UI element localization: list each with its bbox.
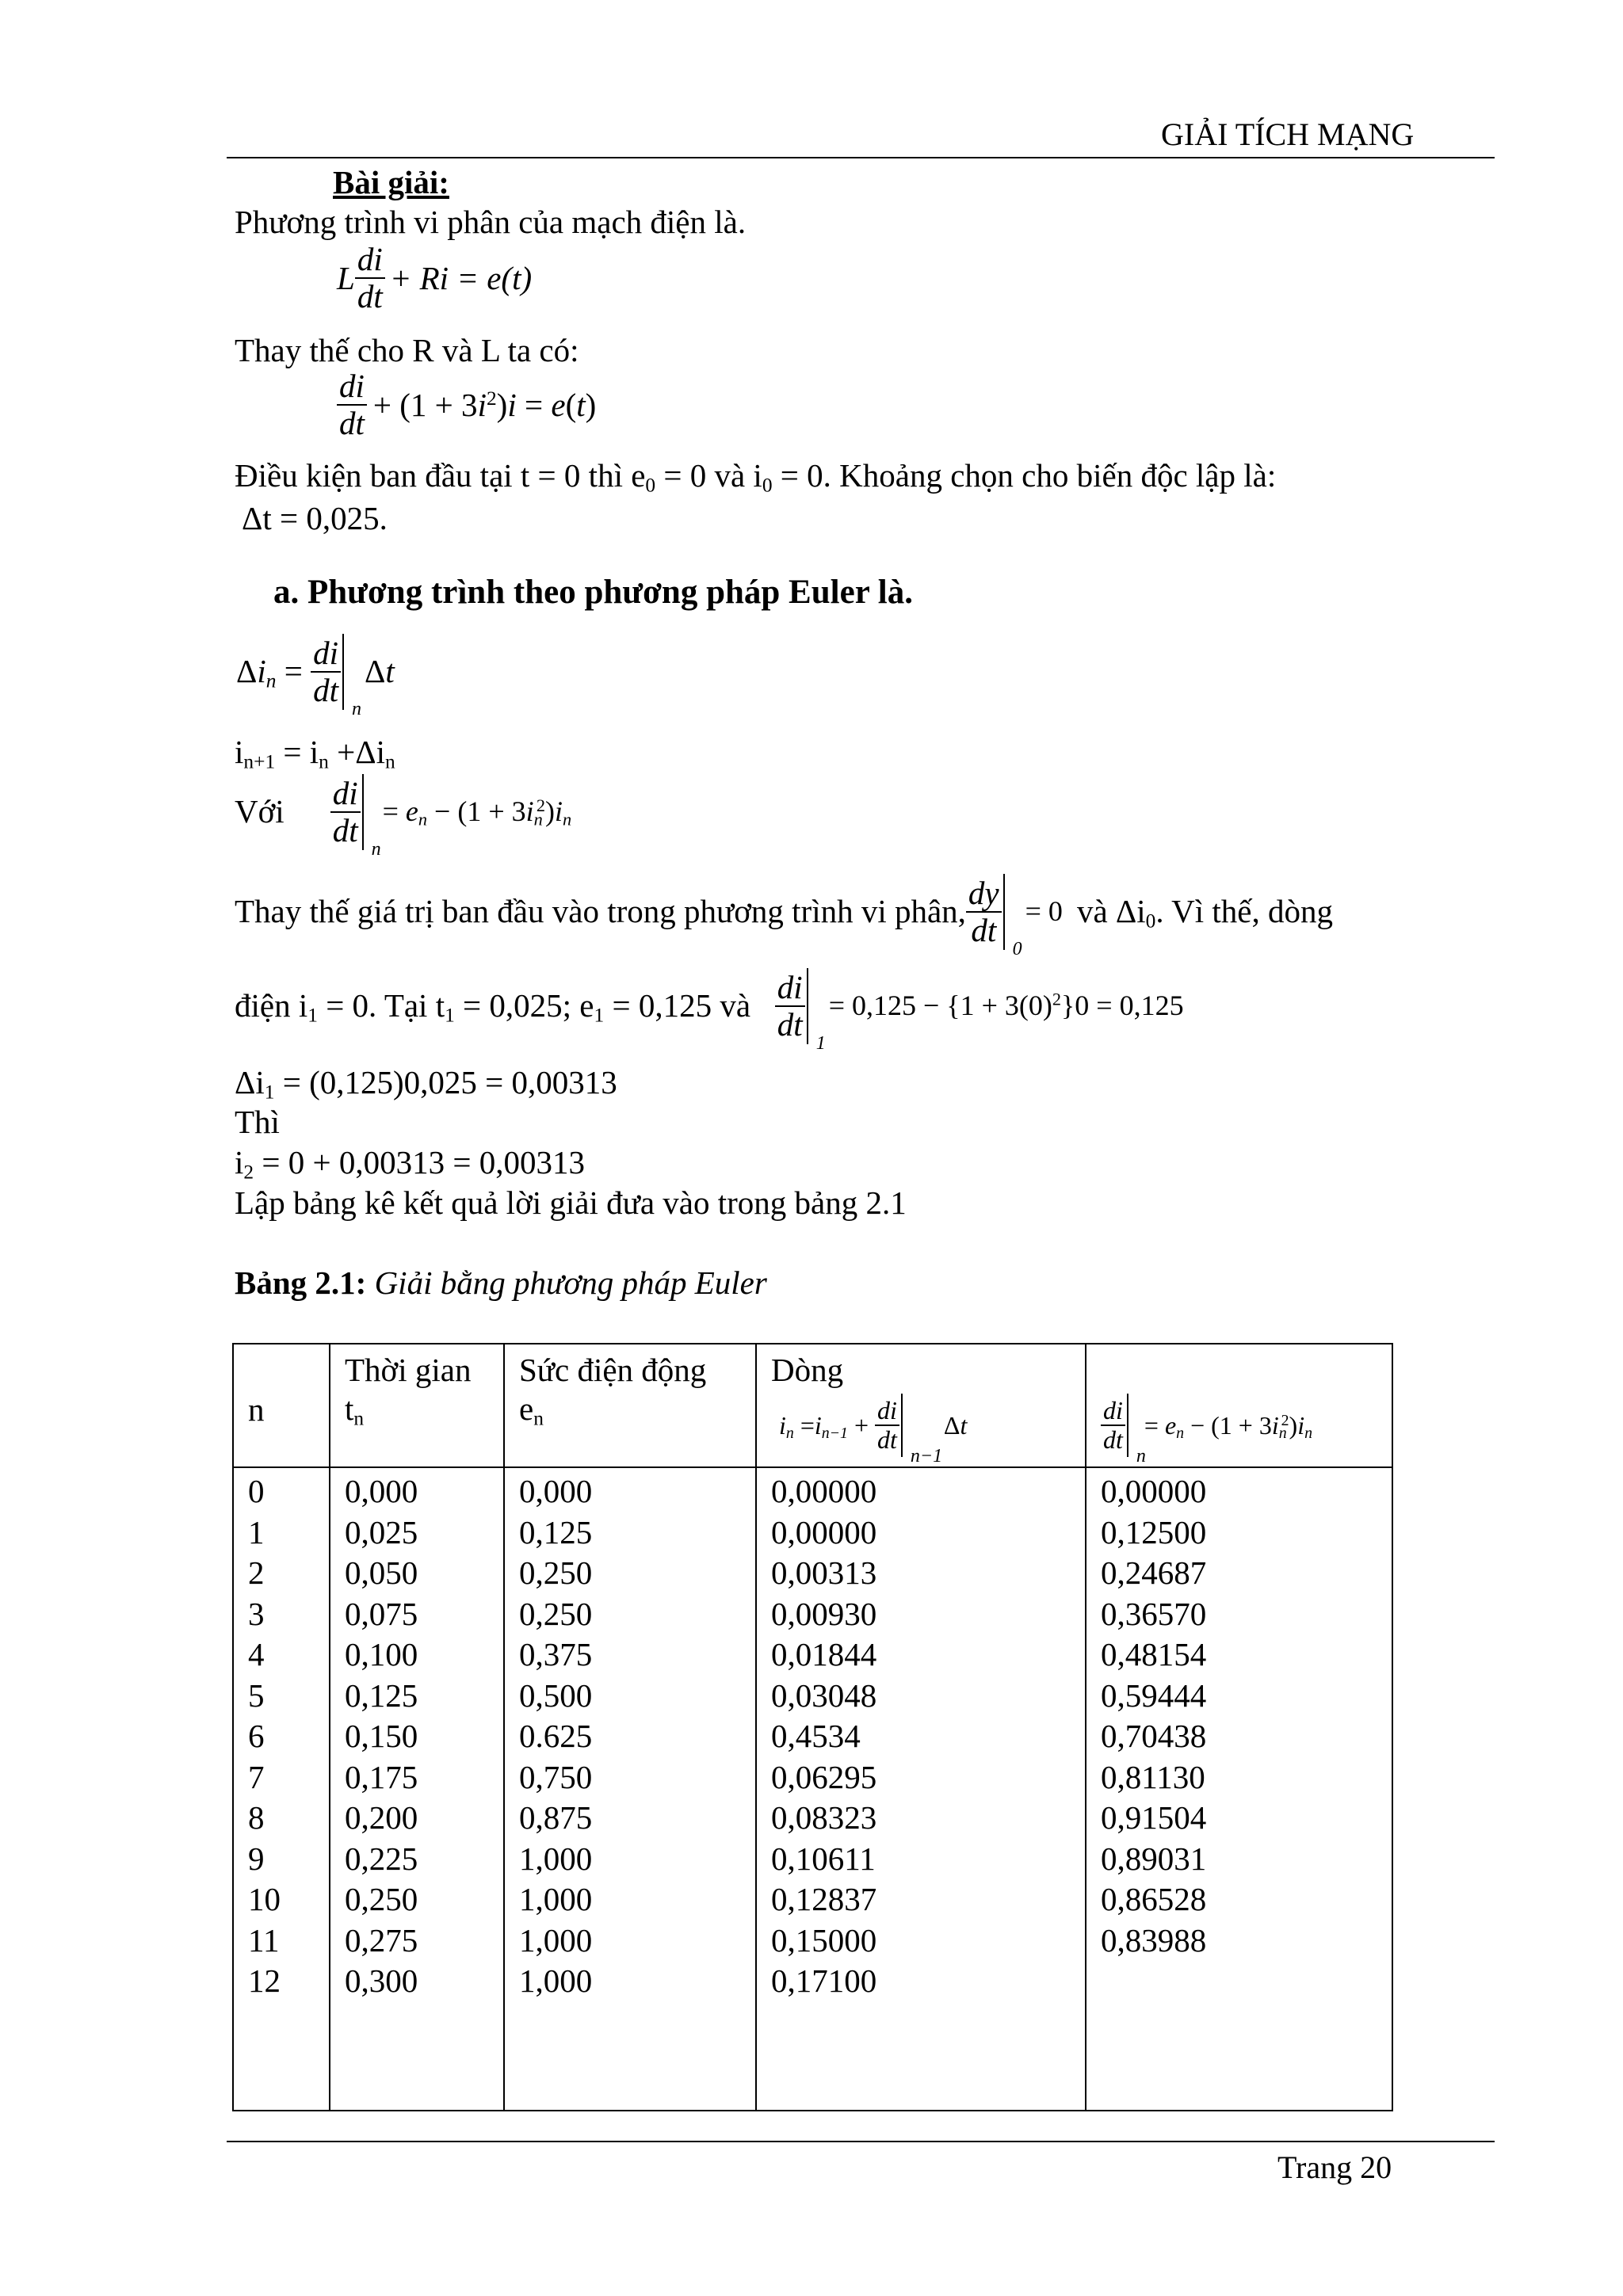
table-cell: 10 (248, 1881, 281, 1917)
table-cell: 0,025 (345, 1513, 418, 1550)
table-cell: 0,89031 (1101, 1840, 1207, 1877)
table-cell: 2 (248, 1554, 265, 1591)
table-cell: 0,86528 (1101, 1881, 1207, 1917)
header-n: n (248, 1391, 265, 1428)
paragraph-4: Thay thế giá trị ban đầu vào trong phương trình vi phân, $\frac{dy}{dt}$ 0 = 0 và $\Delta i_0$. Vì thế, dòng (235, 874, 1333, 960)
equation-i-next: $i_{n+1} = i_n +\Delta i_n$ (235, 734, 395, 773)
paragraph-3: Điều kiện ban đầu tại t = 0 thì $e_0 = 0$ và $i_0 = 0$. Khoảng chọn cho biến độc lập là: (235, 457, 1277, 497)
col-time (345, 1471, 418, 2002)
table-cell: 0,125 (519, 1513, 593, 1550)
table-cell: 6 (248, 1718, 265, 1754)
table-cell: 0,15000 (771, 1921, 877, 1958)
table-cell: 0,300 (345, 1962, 418, 1999)
col-didt (1101, 1471, 1206, 1961)
table-cell: 12 (248, 1962, 281, 1999)
paragraph-1: Phương trình vi phân của mạch điện là. (235, 204, 747, 240)
header-current-formula: $i_n$ = $i_{n-1}$ + $\frac{di}{dt}$ n−1 Δt (779, 1394, 967, 1457)
solution-heading: Bài giải: (333, 164, 449, 200)
table-cell: 0,00313 (771, 1554, 877, 1591)
equation-substituted: $\frac{di}{dt}$ + $(1 + 3i^2)i = e(t)$ (337, 368, 596, 441)
table-cell: 0,000 (519, 1473, 593, 1509)
paragraph-5: điện $i_1 = 0$. Tại $t_1 = 0,025$; $e_1 = 0,125$ và $\frac{di}{dt}$ 1 = $0,125 - \{1 + 3(0)^2\}0 = 0,125$ (235, 968, 1184, 1055)
table-cell: 0,150 (345, 1718, 418, 1754)
table-cell: 9 (248, 1840, 265, 1877)
table-cell: 1,000 (519, 1881, 593, 1917)
table-cell: 7 (248, 1758, 265, 1795)
table-cell: 0,875 (519, 1799, 593, 1836)
table-cell: 0,06295 (771, 1758, 877, 1795)
table-cell: 0,83988 (1101, 1921, 1207, 1958)
table-cell: 0,250 (345, 1881, 418, 1917)
table-cell: 0,175 (345, 1758, 418, 1795)
table-cell: 8 (248, 1799, 265, 1836)
section-a-title: a. Phương trình theo phương pháp Euler là. (273, 574, 913, 611)
table-cell: 0,81130 (1101, 1758, 1205, 1795)
table-cell: 3 (248, 1595, 265, 1632)
table-cell: 0,70438 (1101, 1718, 1207, 1754)
table-cell: 0,48154 (1101, 1636, 1207, 1672)
table-cell: 0,050 (345, 1554, 418, 1591)
table-cell: 0,250 (519, 1595, 593, 1632)
table-cell: 0,03048 (771, 1676, 877, 1714)
table-cell: 1 (248, 1513, 265, 1550)
table-cell: 0,275 (345, 1921, 418, 1958)
table-cell: 0 (248, 1473, 265, 1509)
table-cell: 0,91504 (1101, 1799, 1207, 1836)
table-cell: 0,24687 (1101, 1554, 1207, 1591)
header-rule (227, 157, 1495, 158)
table-cell: 1,000 (519, 1962, 593, 1999)
table-cell: 0,36570 (1101, 1595, 1207, 1632)
table-cell: 0,10611 (771, 1840, 876, 1877)
equation-delta-in: $\Delta i_n$ = $\frac{di}{dt}$ n Δt (236, 634, 395, 720)
table-cell: 0,225 (345, 1840, 418, 1877)
table-cell: 1,000 (519, 1921, 593, 1958)
header-title: GIẢI TÍCH MẠNG (1161, 116, 1415, 152)
table-cell: 0,125 (345, 1676, 418, 1714)
table-cell: 1,000 (519, 1840, 593, 1877)
table-cell: 0,000 (345, 1473, 418, 1509)
table-cell: 0,750 (519, 1758, 593, 1795)
table-cell: 0,375 (519, 1636, 593, 1672)
table-cell: 0,17100 (771, 1962, 877, 1999)
table-cell: 0,12500 (1101, 1513, 1207, 1550)
col-n (248, 1471, 281, 2002)
table-cell: 0,075 (345, 1595, 418, 1632)
table-cell: 0,4534 (771, 1718, 861, 1754)
table-cell: 0,12837 (771, 1881, 877, 1917)
header-time: Thời gian $t_n$ (345, 1352, 472, 1430)
line-i2: $i_2 = 0 + 0,00313 = 0,00313$ (235, 1144, 585, 1184)
equation-differential: L $\frac{di}{dt}$ + Ri = e(t) (337, 241, 533, 315)
line-delta-i1: $\Delta i_1 = (0,125)0,025 = 0,00313$ (235, 1064, 617, 1104)
table-cell: 0,00000 (771, 1513, 877, 1550)
table-cell: 0,100 (345, 1636, 418, 1672)
table-cell: 0,08323 (771, 1799, 877, 1836)
table-cell: 4 (248, 1636, 265, 1672)
header-emf: Sức điện động $e_n$ (519, 1352, 707, 1430)
table-cell: 0,01844 (771, 1636, 877, 1672)
table-cell: 11 (248, 1921, 280, 1958)
col-current (771, 1471, 876, 2002)
equation-didt-n: Với $\frac{di}{dt}$ n = $e_n - (1 + 3i_n^2)i_n$ (235, 774, 572, 860)
table-cell: 0,250 (519, 1554, 593, 1591)
table-cell: 0,200 (345, 1799, 418, 1836)
header-current: Dòng (771, 1352, 844, 1388)
table-cell: 0,500 (519, 1676, 593, 1714)
table-cell: 0,00000 (771, 1473, 877, 1509)
table-cell: 5 (248, 1676, 265, 1714)
page-number: Trang 20 (1277, 2149, 1392, 2185)
header-didt-formula: $\frac{di}{dt}$ n = $e_n - (1 + 3i_n^2)i_n$ (1101, 1394, 1312, 1457)
table-cell: 0.625 (519, 1718, 593, 1754)
table-cell: 0,59444 (1101, 1676, 1207, 1714)
table-caption: Bảng 2.1: Giải bằng phương pháp Euler (235, 1264, 767, 1301)
line-thi: Thì (235, 1104, 280, 1140)
euler-table (232, 1343, 1393, 2111)
table-cell: 0,00930 (771, 1595, 877, 1632)
paragraph-3b: Δt = 0,025. (242, 500, 388, 536)
col-emf (519, 1471, 592, 2002)
line-lap-bang: Lập bảng kê kết quả lời giải đưa vào trong bảng 2.1 (235, 1184, 907, 1221)
table-cell: 0,00000 (1101, 1473, 1207, 1509)
paragraph-2: Thay thế cho R và L ta có: (235, 332, 579, 368)
footer-rule (227, 2141, 1495, 2142)
